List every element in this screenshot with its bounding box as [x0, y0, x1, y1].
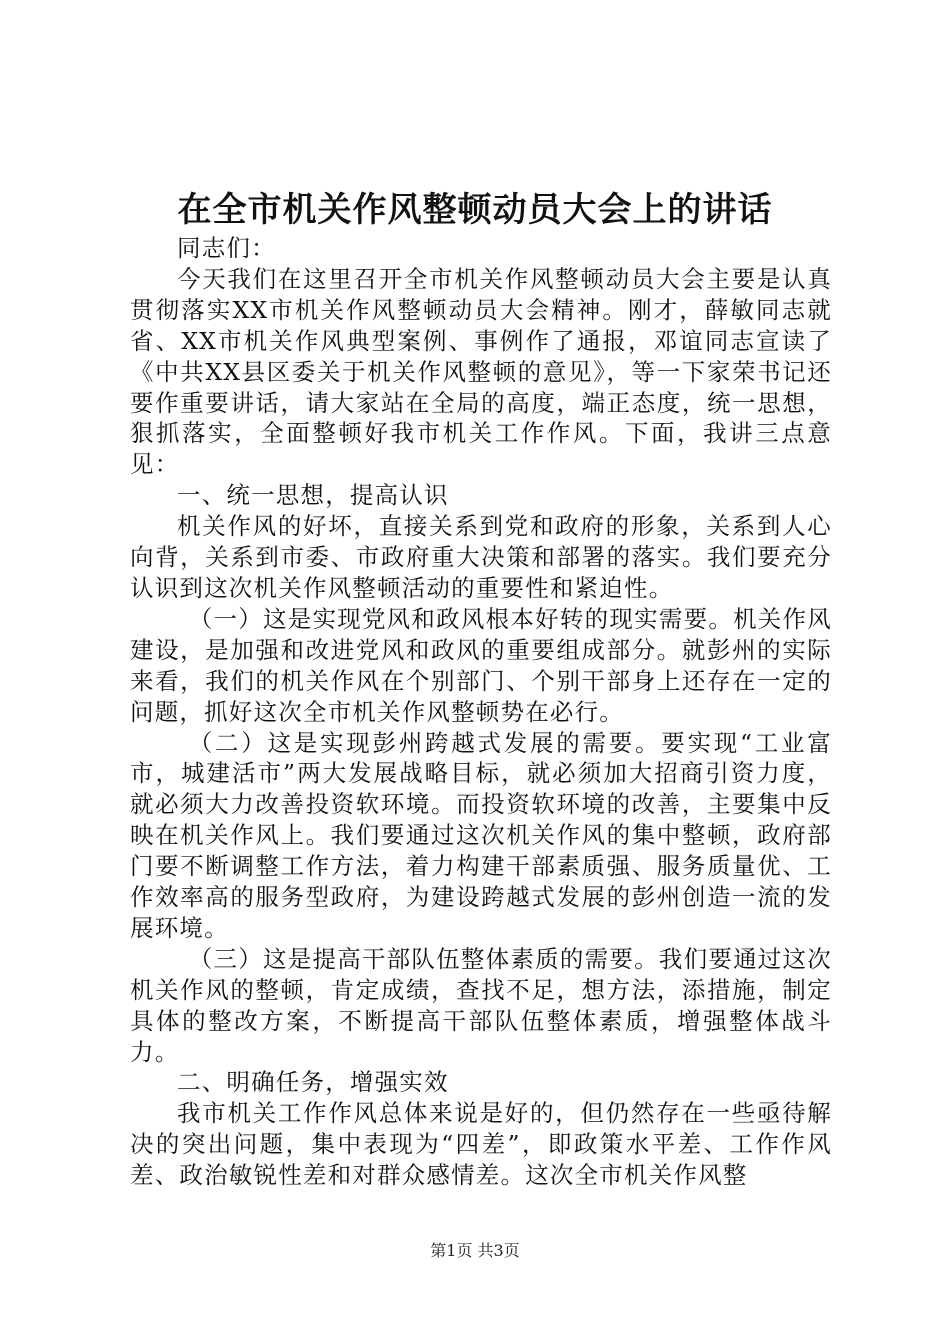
paragraph-intro: 今天我们在这里召开全市机关作风整顿动员大会主要是认真贯彻落实XX市机关作风整顿动员大会精神。刚才，薛敏同志就省、XX市机关作风典型案例、事例作了通报，邓谊同志宣读了《中共XX县区委关于机关作风整顿的意见》，等一下家荣书记还要作重要讲话，请大家站在全局的高度，端正态度，统一思想，狠抓落实，全面整顿好我市机关工作作风。下面，我讲三点意见：: [130, 264, 832, 479]
paragraph: 我市机关工作作风总体来说是好的，但仍然存在一些亟待解决的突出问题，集中表现为“四差”，即政策水平差、工作作风差、政治敏锐性差和对群众感情差。这次全市机关作风整: [130, 1099, 832, 1190]
section-heading-2: 二、明确任务，增强实效: [177, 1068, 449, 1097]
paragraph-point-1: （一）这是实现党风和政风根本好转的现实需要。机关作风建设，是加强和改进党风和政风的重要组成部分。就彭州的实际来看，我们的机关作风在个别部门、个别干部身上还存在一定的问题，抓好这次全市机关作风整顿势在必行。: [130, 604, 832, 726]
document-title: 在全市机关作风整顿动员大会上的讲话: [177, 190, 773, 230]
section-heading-1: 一、统一思想，提高认识: [177, 481, 449, 510]
paragraph-point-2: （二）这是实现彭州跨越式发展的需要。要实现“工业富市，城建活市”两大发展战略目标，就必须加大招商引资力度，就必须大力改善投资软环境。而投资软环境的改善，主要集中反映在机关作风上。我们要通过这次机关作风的集中整顿，政府部门要不断调整工作方法，着力构建干部素质强、服务质量优、工作效率高的服务型政府，为建设跨越式发展的彭州创造一流的发展环境。: [130, 728, 832, 942]
paragraph-greeting: 同志们：: [177, 234, 276, 262]
paragraph-point-3: （三）这是提高干部队伍整体素质的需要。我们要通过这次机关作风的整顿，肯定成绩，查找不足，想方法，添措施，制定具体的整改方案，不断提高干部队伍整体素质，增强整体战斗力。: [130, 944, 832, 1066]
page-footer: 第1页 共3页: [430, 1241, 520, 1260]
document-body: [130, 233, 832, 1191]
paragraph: 机关作风的好坏，直接关系到党和政府的形象，关系到人心向背，关系到市委、市政府重大决策和部署的落实。我们要充分认识到这次机关作风整顿活动的重要性和紧迫性。: [130, 512, 832, 602]
